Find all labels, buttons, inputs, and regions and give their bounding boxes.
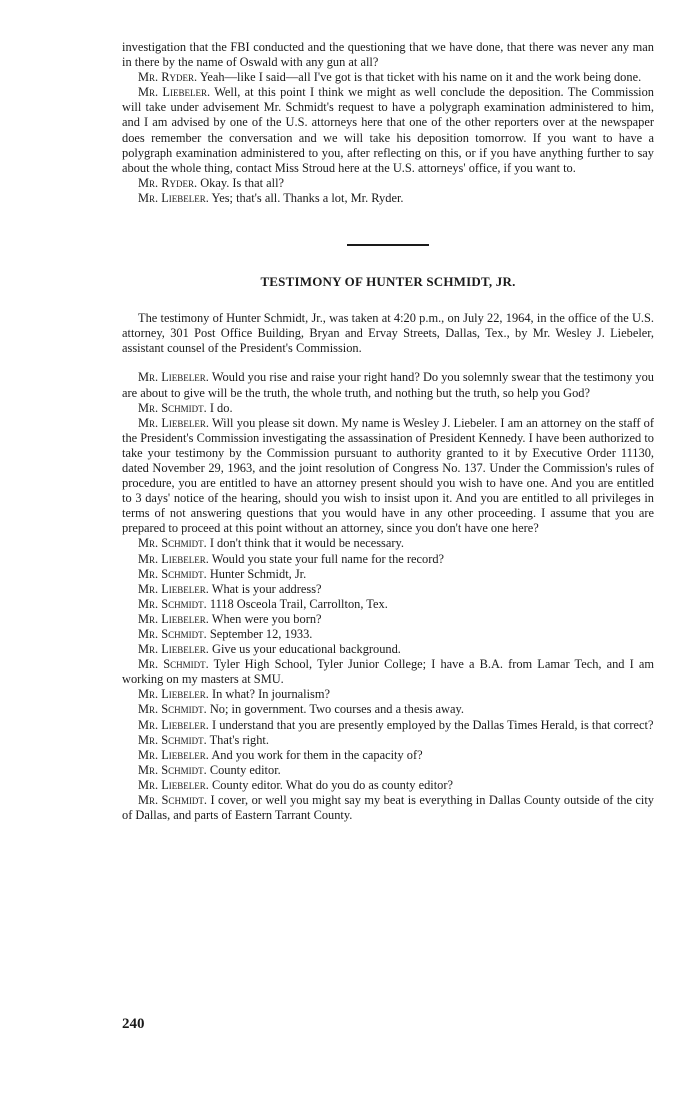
speaker-label: Mr. Liebeler.	[138, 687, 209, 702]
speaker-label: Mr. Liebeler.	[138, 85, 211, 100]
paragraph-text: Tyler High School, Tyler Junior College; I have a B.A. from Lamar Tech, and I am working on my masters at SMU.	[122, 657, 654, 687]
paragraph-text: County editor.	[209, 762, 281, 777]
speaker-label: Mr. Liebeler.	[138, 551, 209, 566]
paragraph-text: I cover, or well you might say my beat is everything in Dallas County outside of the city of Dallas, and parts of Eastern Tarrant County.	[122, 793, 654, 823]
speaker-label: Mr. Liebeler.	[138, 415, 209, 430]
transcript-paragraph	[122, 552, 654, 567]
paragraph-text: In what? In journalism?	[212, 687, 331, 702]
speaker-label: Mr. Schmidt.	[138, 566, 207, 581]
speaker-label: Mr. Schmidt.	[138, 536, 207, 551]
intro-paragraph: The testimony of Hunter Schmidt, Jr., was taken at 4:20 p.m., on July 22, 1964, in the office of the U.S. attorney, 301 Post Office Building, Bryan and Ervay Streets, Dallas, Tex., by Mr. Wesley J. Liebeler, assistant counsel of the President's Commission.	[122, 311, 654, 356]
paragraph-text: September 12, 1933.	[209, 627, 313, 641]
transcript-paragraph	[122, 567, 654, 582]
transcript-paragraph	[122, 718, 654, 733]
transcript-paragraph	[122, 657, 654, 687]
paragraph-text: 1118 Osceola Trail, Carrollton, Tex.	[209, 596, 388, 611]
transcript-paragraph	[122, 702, 654, 717]
paragraph-text: That's right.	[209, 732, 269, 747]
speaker-label: Mr. Liebeler.	[138, 190, 209, 205]
speaker-label: Mr. Liebeler.	[138, 611, 209, 626]
document-page	[122, 40, 654, 823]
transcript-paragraph	[122, 793, 654, 823]
transcript-paragraph	[122, 763, 654, 778]
paragraph-text: Give us your educational background.	[212, 642, 401, 657]
speaker-label: Mr. Liebeler.	[138, 777, 209, 792]
paragraph-text: No; in government. Two courses and a thesis away.	[209, 702, 464, 717]
speaker-label: Mr. Schmidt.	[138, 657, 209, 672]
section-divider	[347, 244, 429, 246]
paragraph-text: I don't think that it would be necessary.	[209, 536, 404, 551]
speaker-label: Mr. Liebeler.	[138, 370, 209, 385]
testimony-block	[122, 370, 654, 823]
transcript-paragraph	[122, 627, 654, 642]
transcript-paragraph	[122, 642, 654, 657]
paragraph-text: Yeah—like I said—all I've got is that ticket with his name on it and the work being done.	[199, 70, 642, 85]
speaker-label: Mr. Liebeler.	[138, 747, 209, 762]
speaker-label: Mr. Liebeler.	[138, 581, 209, 596]
transcript-paragraph	[122, 40, 654, 70]
paragraph-text: When were you born?	[211, 611, 322, 626]
page-number: 240	[122, 1016, 145, 1032]
paragraph-text: I do.	[209, 400, 233, 415]
transcript-paragraph	[122, 612, 654, 627]
top-transcript-block	[122, 40, 654, 206]
paragraph-text: County editor. What do you do as county editor?	[212, 777, 454, 792]
transcript-paragraph	[122, 597, 654, 612]
speaker-label: Mr. Liebeler.	[138, 642, 209, 657]
paragraph-text: investigation that the FBI conducted and the questioning that we have done, that there was never any man in there by the name of Oswald with any gun at all?	[122, 40, 654, 70]
transcript-paragraph	[122, 536, 654, 551]
speaker-label: Mr. Schmidt.	[138, 762, 207, 777]
transcript-paragraph	[122, 191, 654, 206]
speaker-label: Mr. Schmidt.	[138, 400, 207, 415]
paragraph-text: Okay. Is that all?	[200, 175, 285, 190]
transcript-paragraph	[122, 748, 654, 763]
paragraph-text: Well, at this point I think we might as well conclude the deposition. The Commission will take under advisement Mr. Schmidt's request to have a polygraph examination administered to him, and I am advised by one of the U.S. attorneys here that one of the other reporters over at the newspaper does remember the conversation and we will take his deposition tomorrow. If you want to have a polygraph examination administered to you, after reflecting on this, or if you have anything further to say about the whole thing, contact Miss Stroud here at the U.S. attorneys' office, if you want to.	[122, 85, 654, 175]
speaker-label: Mr. Schmidt.	[138, 596, 207, 611]
paragraph-text: Will you please sit down. My name is Wesley J. Liebeler. I am an attorney on the staff of the President's Commission investigating the assassination of President Kennedy. I have been authorized to take your testimony by the Commission pursuant to authority granted to it by Executive Order 11130, dated November 29, 1963, and the joint resolution of Congress No. 137. Under the Commission's rules of procedure, you are entitled to have an attorney present should you wish to have one. And you are entitled to 3 days' notice of the hearing, should you wish to insist upon it. And you are entitled to all privileges in terms of not answering questions that you would have in any other proceeding. I assume that you are prepared to proceed at this point without an attorney, since you don't have one here?	[122, 415, 654, 536]
speaker-label: Mr. Schmidt.	[138, 732, 207, 747]
paragraph-text: Would you state your full name for the record?	[211, 551, 445, 566]
transcript-paragraph	[122, 582, 654, 597]
transcript-paragraph	[122, 778, 654, 793]
paragraph-text: Yes; that's all. Thanks a lot, Mr. Ryder.	[211, 190, 404, 205]
transcript-paragraph	[122, 733, 654, 748]
speaker-label: Mr. Schmidt.	[138, 702, 207, 717]
speaker-label: Mr. Schmidt.	[138, 627, 207, 641]
paragraph-text: And you work for them in the capacity of?	[211, 747, 423, 762]
speaker-label: Mr. Ryder.	[138, 70, 198, 85]
transcript-paragraph	[122, 687, 654, 702]
transcript-paragraph	[122, 401, 654, 416]
transcript-paragraph	[122, 70, 654, 85]
paragraph-text: I understand that you are presently employed by the Dallas Times Herald, is that correct?	[212, 717, 654, 732]
speaker-label: Mr. Schmidt.	[138, 793, 208, 808]
transcript-paragraph	[122, 176, 654, 191]
paragraph-text: What is your address?	[211, 581, 322, 596]
paragraph-text: Hunter Schmidt, Jr.	[209, 566, 307, 581]
paragraph-text: Would you rise and raise your right hand? Do you solemnly swear that the testimony you are about to give will be the truth, the whole truth, and nothing but the truth, so help you God?	[122, 370, 654, 400]
transcript-paragraph	[122, 85, 654, 176]
speaker-label: Mr. Ryder.	[138, 175, 198, 190]
transcript-paragraph	[122, 370, 654, 400]
transcript-paragraph	[122, 416, 654, 537]
section-heading: TESTIMONY OF HUNTER SCHMIDT, JR.	[260, 274, 516, 290]
speaker-label: Mr. Liebeler.	[138, 717, 209, 732]
